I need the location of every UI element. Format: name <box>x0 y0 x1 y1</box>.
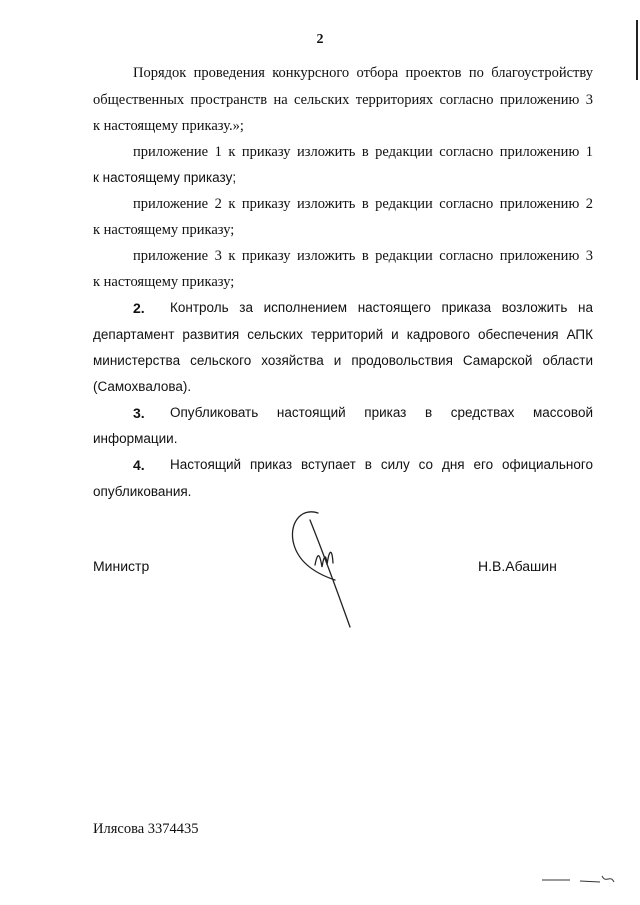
body-line: к настоящему приказу; <box>93 170 237 185</box>
item-first-line: Контроль за исполнением настоящего приказа возложить на <box>170 300 593 315</box>
body-line: к настоящему приказу; <box>93 222 235 238</box>
body-line: Порядок проведения конкурсного отбора проектов по благоустройству <box>133 65 593 81</box>
item-number: 4. <box>133 457 145 473</box>
item-line: министерства сельского хозяйства и продовольствия Самарской области <box>93 353 593 368</box>
page-number: 2 <box>316 32 324 47</box>
body-line: общественных пространств на сельских территориях согласно приложению 3 <box>93 92 593 108</box>
item-number: 3. <box>133 405 145 421</box>
item-line: информации. <box>93 431 178 446</box>
item-line: департамент развития сельских территорий и кадрового обеспечения АПК <box>93 327 593 342</box>
body-line: приложение 2 к приказу изложить в редакции согласно приложению 2 <box>133 196 593 212</box>
item-line: опубликования. <box>93 484 192 499</box>
page-edge-mark <box>636 20 638 80</box>
handwritten-signature <box>280 505 375 630</box>
corner-mark <box>540 868 620 888</box>
body-line: к настоящему приказу.»; <box>93 118 244 134</box>
item-first-line: Настоящий приказ вступает в силу со дня его официального <box>170 457 593 472</box>
body-line: приложение 1 к приказу изложить в редакции согласно приложению 1 <box>133 144 593 160</box>
item-number: 2. <box>133 300 145 316</box>
item-first-line: Опубликовать настоящий приказ в средствах массовой <box>170 405 593 420</box>
executor-contact: Илясова 3374435 <box>93 821 199 837</box>
body-line: к настоящему приказу; <box>93 274 235 290</box>
body-line: приложение 3 к приказу изложить в редакции согласно приложению 3 <box>133 248 593 264</box>
signatory-position: Министр <box>93 558 150 574</box>
item-line: (Самохвалова). <box>93 379 192 394</box>
signatory-name: Н.В.Абашин <box>478 558 557 574</box>
